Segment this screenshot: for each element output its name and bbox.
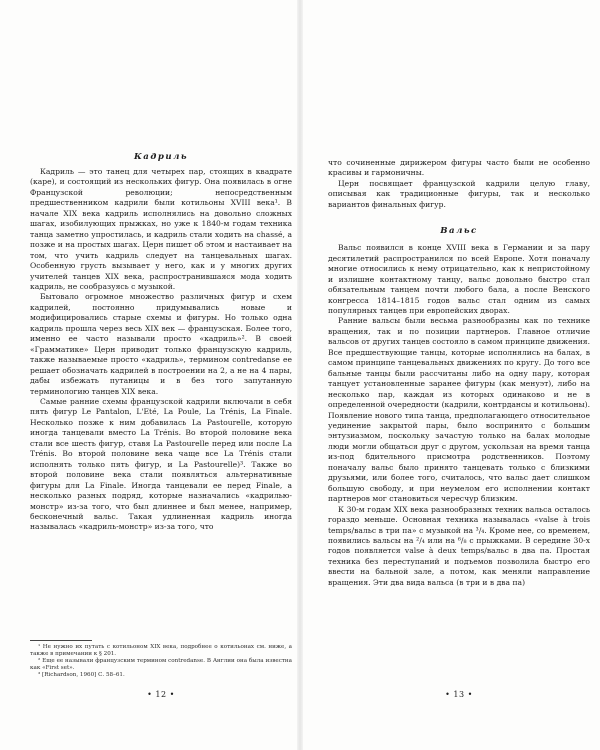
book-gutter bbox=[297, 0, 303, 750]
left-page bbox=[30, 0, 292, 750]
page-number: • 13 • bbox=[445, 690, 473, 699]
footnote-rule bbox=[30, 640, 92, 641]
paragraph: Кадриль — это танец для четырех пар, стоящих в квадрате (каре), и состоящий из нескольких фигур. Она появилась в огне Французской революции; непосредственным предшественником кадрили были котильоны XVIII века¹. В начале XIX века кадриль исполнялись на довольно сложных шагах, изобилующих прыжках, но уже к 1840-м годам техника танца заметно упростилась, и кадриль стали ходить на chassé, а позже и на простых шагах. Церн пишет об этом и настаивает на том, что учить кадриль следует на танцевальных шагах. Особенную грусть вызывает у него, как и у многих других учителей танцев XIX века, распространившаяся мода ходить кадриль, не сообразуясь с музыкой. bbox=[30, 167, 292, 291]
section-heading-waltz: Вальс bbox=[440, 226, 478, 237]
paragraph: Церн посвящает французской кадрили целую главу, описывая как традиционные фигуры, так и несколько вариантов финальных фигур. bbox=[328, 178, 590, 209]
paragraph: Ранние вальсы были весьма разнообразны как по технике вращения, так и по позиции партнеров. Главное отличие вальсов от других танцев состояло в самом принципе движения. Все предшествующие танцы, которые исполнялись на балах, в самом принципе танцевальных движениях по кругу. До того все бальные танцы были рассчитаны либо на одну пару, которая танцует установленные заранее фигуры (как менуэт), либо на несколько пар, каждая из которых одинаково и не в определенной очередности (кадрили, контрдансы и котильоны). Появление нового типа танца, предполагающего относительное уединение закрытой пары, было воспринято с большим энтузиазмом, поскольку зачастую только на балах молодые люди могли общаться друг с другом, ускользая на время танца из-под бдительного присмотра родственников. Поэтому поначалу вальс было принято танцевать только с близкими друзьями, или более того, считалось, что вальс дает слишком большую свободу, и при неумелом его исполнении контакт партнеров мог становиться чересчур близким. bbox=[328, 316, 590, 504]
paragraph: Самые ранние схемы французской кадрили включали в себя пять фигур Le Pantalon, L'Eté, La Poule, La Trénis, La Finale. Несколько позже к ним добавилась La Pastourelle, которую иногда танцевали вместо La Trénis. Во второй половине века стали все шесть фигур, ставя La Pastourelle перед или после La Trénis. Во второй половине века чаще все La Trénis стали исполнять только пять фигур, и La Pastourelle)³. Также во второй половине века стали появляться альтернативные фигуры для La Finale. Иногда танцевали ее перед Finale, а несколько разных подряд, которые назначались «кадрилью-монстр» из-за того, что был длиннее и был менее, например, бесконечный вальс. Такая удлиненная кадриль иногда называлась «кадриль-монстр» из-за того, что bbox=[30, 396, 292, 532]
footnotes bbox=[30, 640, 292, 679]
page-number: • 12 • bbox=[147, 690, 175, 699]
paragraph: К 30-м годам XIX века разнообразных техник вальса осталось гораздо меньше. Основная техника называлась «valse à trois temps/вальс в три па» с музыкой на ³/₄. Кроме нее, со временем, появились вальсы на ²/₄ или на ⁶/₈ с прыжками. В середине 30-х годов появляется valse à deux temps/вальс в два па. Простая техника без переступаний и подъемов позволила быстро его ввести на бальной зале, а потом, как меняли направление вращения. Эти два вида вальса (в три и в два па) bbox=[328, 504, 590, 587]
paragraph: что сочиненные дирижером фигуры часто были не особенно красивы и гармоничны. bbox=[328, 158, 590, 178]
paragraph: Бытовало огромное множество различных фигур и схем кадрилей, постоянно придумывались новые и модифицировались старые схемы и фигуры. Но только одна кадриль прошла через весь XIX век — французская. Более того, именно ее часто называли просто «кадриль»². В своей «Грамматике» Церн приводит только французскую кадриль, также называемые просто «кадриль», термином contredanse ее решает обозначать кадрилей в построении на 2, а не на 4 пары, дабы избежать путаницы и в без того запутанную терминологию танцев XIX века. bbox=[30, 292, 292, 396]
right-page bbox=[328, 0, 590, 750]
section-heading-quadrille: Кадриль bbox=[133, 152, 189, 162]
footnote: ¹ Не нужно их путать с котильоном XIX века, подробнее о котильонах см. ниже, а также в примечании к § 201. bbox=[30, 644, 292, 658]
continued-text bbox=[328, 158, 590, 210]
footnote: ³ [Richardson, 1960] С. 58–61. bbox=[38, 672, 125, 679]
paragraph: Вальс появился в конце XVIII века в Германии и за пару десятилетий распространился по всей Европе. Хотя поначалу многие относились к нему отрицательно, как к непристойному и излишне контактному танцу, вальс довольно быстро стал обязательным танцем почти любого бала, а после Венского конгресса 1814–1815 годов вальс стал одним из самых популярных танцев при европейских дворах. bbox=[328, 243, 590, 315]
footnote: ² Еще ее называли французским термином contredanse. В Англии она была известна как «First set». bbox=[30, 658, 292, 672]
